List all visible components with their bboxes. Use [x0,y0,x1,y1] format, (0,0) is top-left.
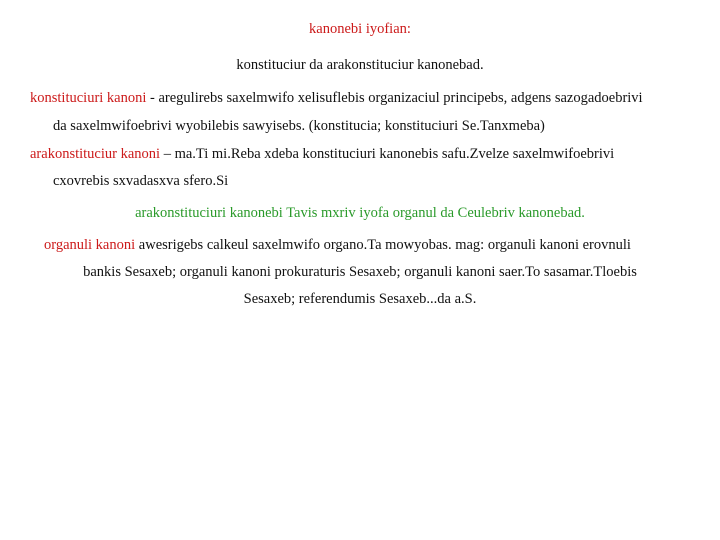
non-constitutional-law-definition-line2: cxovrebis sxvadasxva sfero.Si [53,173,229,189]
organic-law-definition-line2: bankis Sesaxeb; organuli kanoni prokuraturis Sesaxeb; organuli kanoni saer.To sasamar.Tloebis [83,264,637,280]
organic-law-term: organuli kanoni [44,237,136,253]
organic-law-definition-line3: Sesaxeb; referendumis Sesaxeb...da a.S. [243,291,477,307]
non-constitutional-law-term: arakonstituciur kanoni [30,146,161,162]
organic-law-definition-text: awesrigebs calkeul saxelmwifo organo.Ta mowyobas. mag: organuli kanoni erovnuli [135,237,631,253]
constitutional-law-definition-line2: da saxelmwifoebrivi wyobilebis sawyisebs. (konstitucia; konstituciuri Se.Tanxmeba) [53,118,545,134]
non-constitutional-law-definition-line1 [30,147,614,162]
constitutional-law-definition-text: - aregulirebs saxelmwifo xelisuflebis organizaciul principebs, adgens sazogadoebrivi [146,90,643,106]
constitutional-law-term: konstituciuri kanoni [30,90,147,106]
organic-law-definition-line1 [44,238,631,253]
non-constitutional-law-definition-text: – ma.Ti mi.Reba xdeba konstituciuri kanonebis safu.Zvelze saxelmwifoebrivi [160,146,615,162]
subtitle: konstituciur da arakonstituciur kanonebad. [236,57,484,73]
law-classification-statement: arakonstituciuri kanonebi Tavis mxriv iyofa organul da Ceulebriv kanonebad. [135,205,585,221]
page-title: kanonebi iyofian: [309,21,411,37]
constitutional-law-definition-line1 [30,91,643,106]
